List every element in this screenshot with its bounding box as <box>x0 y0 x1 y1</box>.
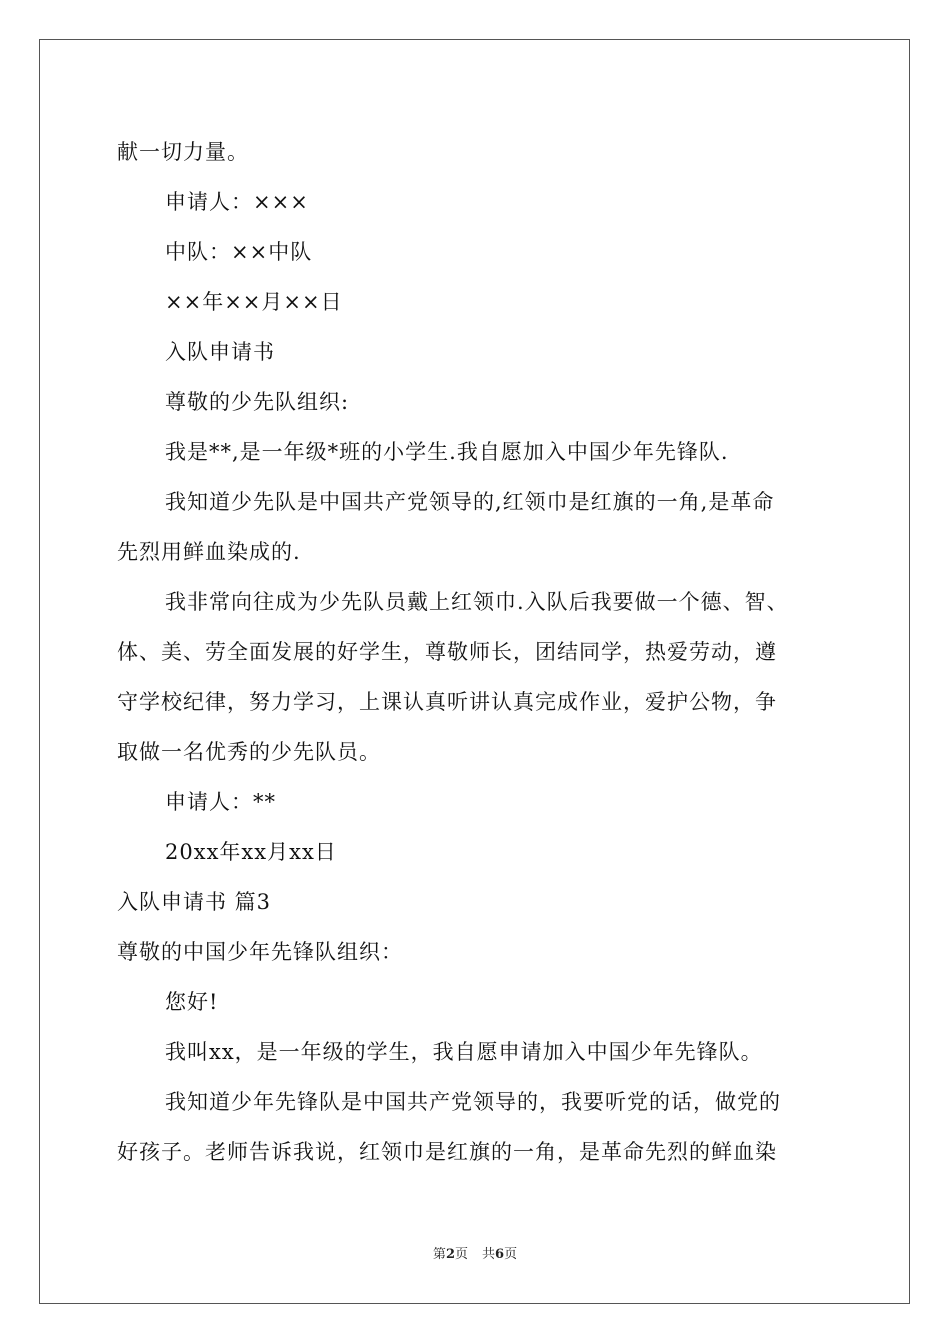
text-line: 先烈用鲜血染成的. <box>117 540 301 564</box>
text-line: 守学校纪律，努力学习，上课认真听讲认真完成作业，爱护公物，争 <box>117 690 777 714</box>
greeting: 您好! <box>165 990 219 1014</box>
text-line: 中队：××中队 <box>165 240 313 264</box>
document-body <box>117 127 837 1177</box>
section-heading: 入队申请书 篇3 <box>117 890 272 914</box>
text-line: 体、美、劳全面发展的好学生，尊敬师长，团结同学，热爱劳动，遵 <box>117 640 777 664</box>
salutation: 尊敬的少先队组织: <box>165 390 350 414</box>
text-line: ××年××月××日 <box>165 290 343 314</box>
text-line: 我知道少先队是中国共产党领导的,红领巾是红旗的一角,是革命 <box>165 490 775 514</box>
page-current: 2 <box>445 1247 455 1262</box>
text-line: 申请人：××× <box>165 190 309 214</box>
section-heading: 入队申请书 <box>165 340 275 364</box>
text-line: 取做一名优秀的少先队员。 <box>117 740 381 764</box>
page-total: 6 <box>495 1247 505 1262</box>
text-line: 我是**,是一年级*班的小学生.我自愿加入中国少年先锋队. <box>165 440 729 464</box>
salutation: 尊敬的中国少年先锋队组织： <box>117 940 403 964</box>
text-line: 我叫xx，是一年级的学生，我自愿申请加入中国少年先锋队。 <box>165 1040 763 1064</box>
total-suffix: 页 <box>504 1247 518 1262</box>
total-prefix: 共 <box>482 1247 496 1262</box>
date-line: 20xx年xx月xx日 <box>165 840 337 864</box>
page-footer <box>0 1246 950 1264</box>
signature-line: 申请人：** <box>165 790 276 814</box>
page-suffix: 页 <box>454 1247 468 1262</box>
page-prefix: 第 <box>432 1247 446 1262</box>
text-line: 我非常向往成为少先队员戴上红领巾.入队后我要做一个德、智、 <box>165 590 789 614</box>
text-line: 我知道少年先锋队是中国共产党领导的，我要听党的话，做党的 <box>165 1090 781 1114</box>
text-line: 献一切力量。 <box>117 140 249 164</box>
text-line: 好孩子。老师告诉我说，红领巾是红旗的一角，是革命先烈的鲜血染 <box>117 1140 777 1164</box>
